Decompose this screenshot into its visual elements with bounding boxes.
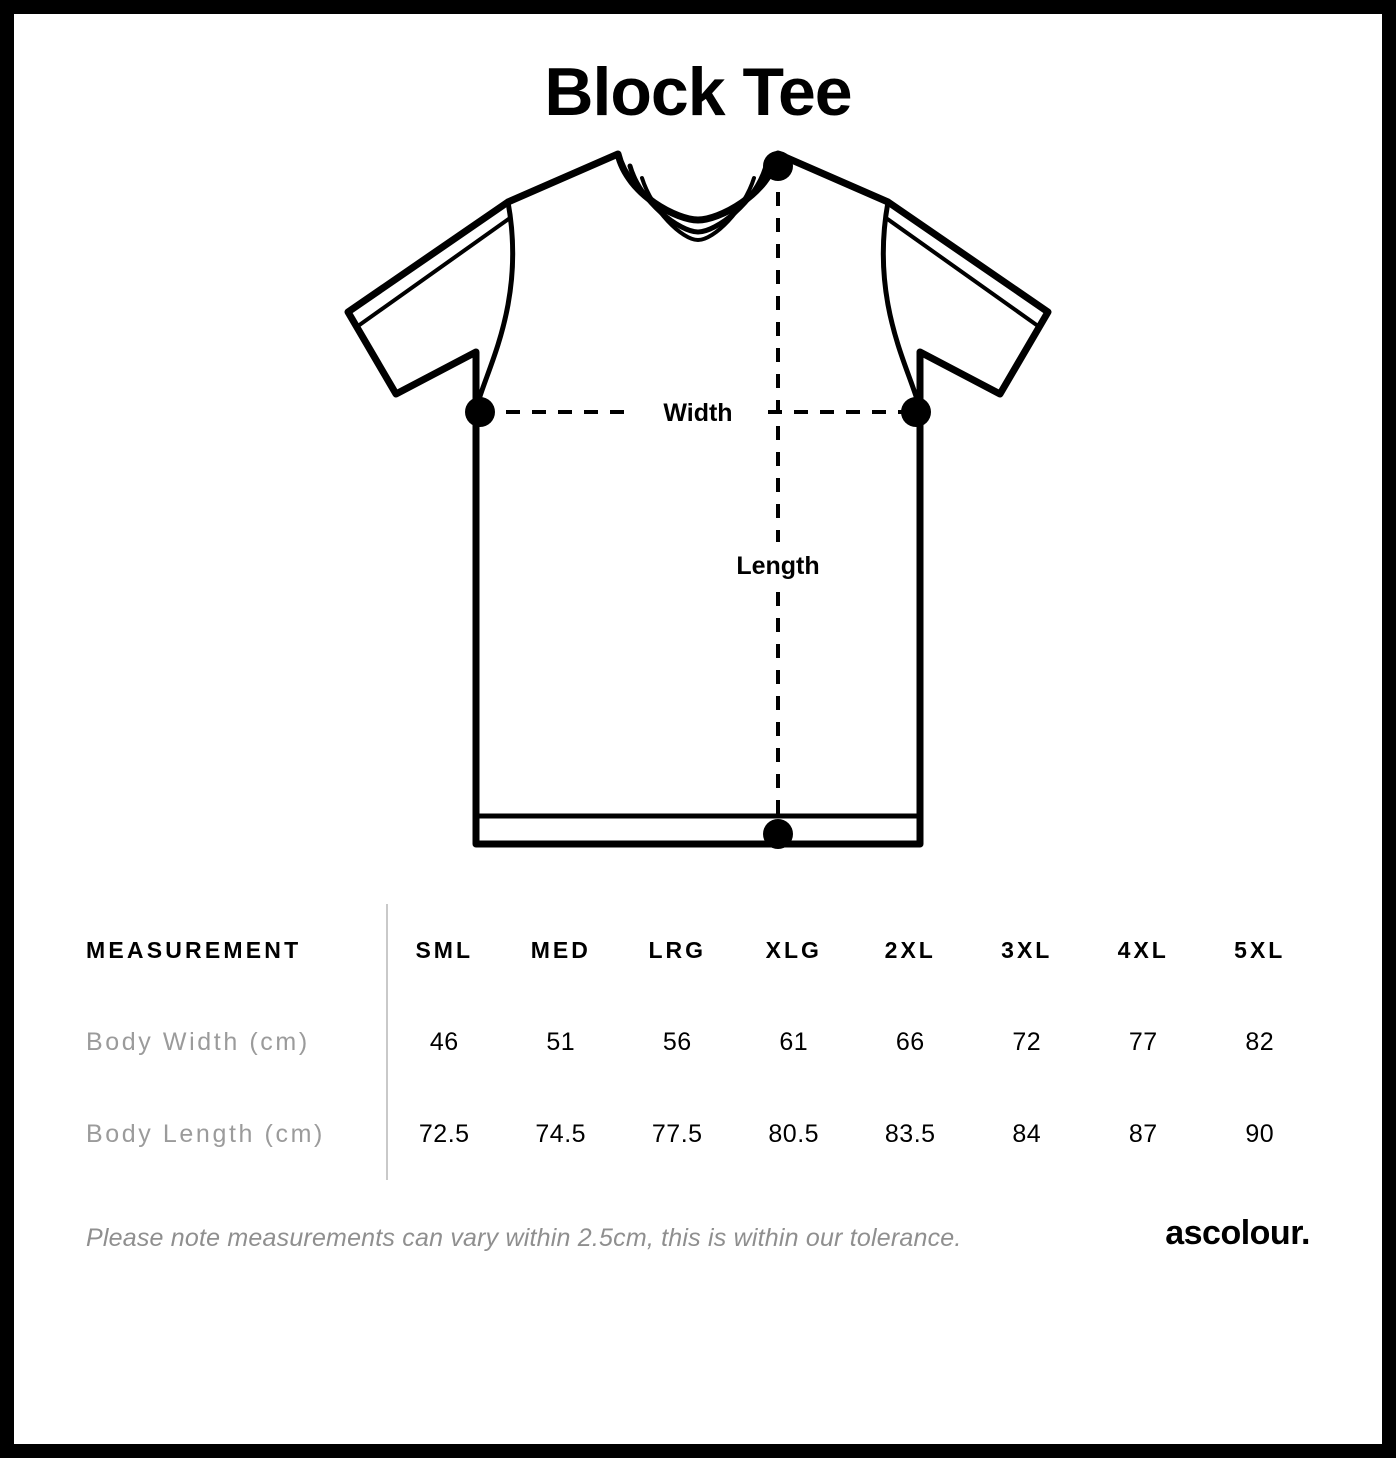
body-width-xlg: 61 xyxy=(779,1027,809,1056)
size-header-4xl: 4XL xyxy=(1117,936,1169,963)
page-title: Block Tee xyxy=(544,54,852,130)
body-width-5xl: 82 xyxy=(1245,1027,1275,1056)
table-row xyxy=(86,1088,1318,1180)
body-width-lrg: 56 xyxy=(662,1027,692,1056)
body-width-3xl: 72 xyxy=(1012,1027,1042,1056)
size-header-med: MED xyxy=(530,936,591,963)
left-shoulder-seam xyxy=(476,202,513,414)
table-row xyxy=(86,996,1318,1088)
body-width-sml: 46 xyxy=(429,1027,459,1056)
body-width-4xl: 77 xyxy=(1128,1027,1158,1056)
table-divider xyxy=(386,904,388,1180)
tshirt-svg xyxy=(328,144,1068,884)
measurement-header: MEASUREMENT xyxy=(86,936,302,963)
point-length-top xyxy=(763,151,793,181)
measurement-points xyxy=(465,151,931,849)
width-label: Width xyxy=(663,399,733,427)
body-length-5xl: 90 xyxy=(1245,1119,1275,1148)
point-length-bottom xyxy=(763,819,793,849)
size-header-sml: SML xyxy=(415,936,474,963)
body-length-sml: 72.5 xyxy=(418,1119,470,1148)
brand-logo: ascolour. xyxy=(1165,1214,1310,1252)
card-inner xyxy=(14,54,1382,1458)
size-table-area xyxy=(78,904,1318,1180)
tolerance-note: Please note measurements can vary within 2.5cm, this is within our tolerance. xyxy=(86,1224,962,1252)
body-length-xlg: 80.5 xyxy=(768,1119,820,1148)
row-label-body-width: Body Width (cm) xyxy=(86,1027,310,1056)
size-table xyxy=(86,904,1318,1180)
size-header-xlg: XLG xyxy=(765,936,822,963)
body-width-2xl: 66 xyxy=(895,1027,925,1056)
point-width-left xyxy=(465,397,495,427)
body-length-3xl: 84 xyxy=(1012,1119,1042,1148)
table-header-row xyxy=(86,904,1318,996)
right-shoulder-seam xyxy=(883,202,920,414)
measurement-guides xyxy=(480,166,916,834)
size-header-lrg: LRG xyxy=(648,936,707,963)
body-length-4xl: 87 xyxy=(1128,1119,1158,1148)
row-label-body-length: Body Length (cm) xyxy=(86,1119,325,1148)
garment-diagram xyxy=(14,144,1382,904)
body-length-med: 74.5 xyxy=(535,1119,587,1148)
card-footer xyxy=(78,1214,1318,1253)
size-header-5xl: 5XL xyxy=(1234,936,1286,963)
size-header-3xl: 3XL xyxy=(1001,936,1053,963)
body-length-lrg: 77.5 xyxy=(651,1119,703,1148)
size-header-2xl: 2XL xyxy=(884,936,936,963)
body-width-med: 51 xyxy=(546,1027,576,1056)
length-label: Length xyxy=(736,552,820,580)
right-cuff-line xyxy=(886,218,1038,326)
tshirt-outline xyxy=(348,154,1048,844)
body-length-2xl: 83.5 xyxy=(884,1119,936,1148)
left-cuff-line xyxy=(358,218,510,326)
point-width-right xyxy=(901,397,931,427)
